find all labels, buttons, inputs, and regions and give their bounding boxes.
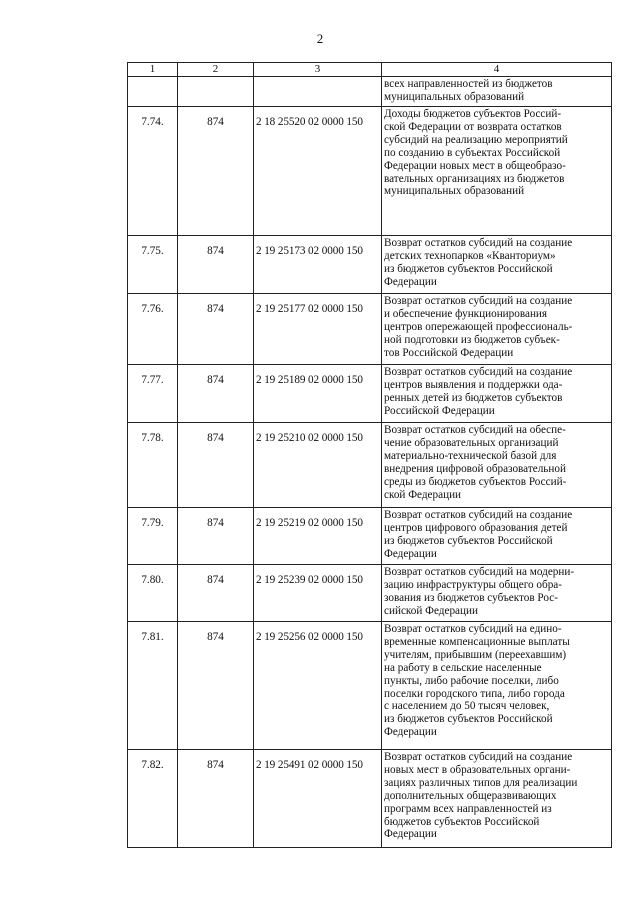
text-line: Возврат остатков субсидий на создание (384, 295, 573, 307)
text-line: сийской Федерации (384, 604, 478, 617)
page-number: 2 (316, 31, 324, 46)
table-row (128, 508, 612, 565)
text-line: с населением до 50 тысяч человек, (384, 700, 550, 713)
row-description (382, 622, 612, 750)
text-line: среды из бюджетов субъектов Россий- (384, 475, 567, 488)
row-description (382, 107, 612, 236)
text-line: программ всех направленностей из (384, 802, 552, 815)
text-line: Федерации (384, 275, 437, 288)
text-line: Возврат остатков субсидий на обеспе- (384, 424, 566, 436)
row-number: 7.75. (128, 236, 178, 294)
row-description (382, 508, 612, 565)
text-line: муниципальных образований (384, 90, 525, 103)
text-line: Доходы бюджетов субъектов Россий- (384, 108, 562, 120)
row-description (382, 294, 612, 365)
row-number: 7.74. (128, 107, 178, 236)
table-row (128, 294, 612, 365)
admin-code: 874 (178, 107, 254, 236)
text-line: центров опережающей профессиональ- (384, 320, 573, 333)
table-row (128, 750, 612, 848)
text-line: муниципальных образований (384, 185, 525, 198)
row-description (382, 365, 612, 423)
text-line: Федерации (384, 726, 437, 739)
row-number: 7.78. (128, 423, 178, 508)
text-line: поселки городского типа, либо города (384, 687, 565, 700)
continuation-text (382, 77, 612, 107)
row-number: 7.82. (128, 750, 178, 848)
text-line: и обеспечение функционирования (384, 307, 548, 320)
text-line: Возврат остатков субсидий на модерни- (384, 566, 575, 578)
budget-classification-code: 2 19 25210 02 0000 150 (254, 423, 382, 508)
text-line: чение образовательных организаций (384, 436, 559, 449)
row-description (382, 565, 612, 622)
admin-code: 874 (178, 508, 254, 565)
codes-table (127, 62, 612, 848)
table-row (128, 365, 612, 423)
row-description (382, 423, 612, 508)
budget-classification-code: 2 19 25189 02 0000 150 (254, 365, 382, 423)
row-number: 7.77. (128, 365, 178, 423)
budget-classification-code: 2 19 25177 02 0000 150 (254, 294, 382, 365)
text-line: зациях различных типов для реализации (384, 776, 578, 789)
empty-cell (254, 77, 382, 107)
text-line: всех направленностей из бюджетов (384, 78, 553, 90)
text-line: учителям, прибывшим (переехавшим) (384, 648, 567, 661)
budget-classification-code: 2 19 25256 02 0000 150 (254, 622, 382, 750)
budget-classification-code: 2 19 25173 02 0000 150 (254, 236, 382, 294)
text-line: Возврат остатков субсидий на создание (384, 237, 573, 249)
empty-cell (128, 77, 178, 107)
text-line: из бюджетов субъектов Российской (384, 713, 553, 726)
text-line: Федерации (384, 547, 437, 560)
header-cell: 2 (178, 63, 254, 77)
budget-classification-code: 2 19 25491 02 0000 150 (254, 750, 382, 848)
table-row (128, 107, 612, 236)
text-line: временные компенсационные выплаты (384, 635, 570, 648)
text-line: материально-технической базой для (384, 449, 557, 462)
row-description (382, 750, 612, 848)
admin-code: 874 (178, 236, 254, 294)
row-description (382, 236, 612, 294)
text-line: Возврат остатков субсидий на создание (384, 509, 573, 521)
text-line: ской Федерации от возврата остатков (384, 120, 562, 133)
row-number: 7.80. (128, 565, 178, 622)
admin-code: 874 (178, 750, 254, 848)
budget-classification-code: 2 18 25520 02 0000 150 (254, 107, 382, 236)
text-line: из бюджетов субъектов Российской (384, 534, 553, 547)
header-cell: 1 (128, 63, 178, 77)
text-line: Федерации (384, 828, 437, 841)
text-line: ренных детей из бюджетов субъектов (384, 391, 563, 404)
empty-cell (178, 77, 254, 107)
text-line: центров выявления и поддержки ода- (384, 378, 563, 391)
table-row (128, 236, 612, 294)
text-line: внедрения цифровой образовательной (384, 462, 566, 475)
row-number: 7.81. (128, 622, 178, 750)
text-line: пункты, либо рабочие поселки, либо (384, 674, 559, 687)
admin-code: 874 (178, 294, 254, 365)
text-line: бюджетов субъектов Российской (384, 815, 540, 828)
table-row (128, 565, 612, 622)
text-line: детских технопарков «Кванториум» (384, 249, 556, 262)
text-line: Российской Федерации (384, 404, 495, 417)
continuation-row (128, 77, 612, 107)
row-number: 7.76. (128, 294, 178, 365)
table-row (128, 622, 612, 750)
table-header-row (128, 63, 612, 77)
text-line: из бюджетов субъектов Российской (384, 262, 553, 275)
text-line: новых мест в образовательных органи- (384, 763, 571, 776)
text-line: дополнительных общеразвивающих (384, 789, 557, 802)
text-line: зацию инфраструктуры общего обра- (384, 578, 562, 591)
header-cell: 3 (254, 63, 382, 77)
text-line: зования из бюджетов субъектов Рос- (384, 591, 558, 604)
budget-classification-code: 2 19 25219 02 0000 150 (254, 508, 382, 565)
admin-code: 874 (178, 565, 254, 622)
text-line: тов Российской Федерации (384, 346, 514, 359)
text-line: на работу в сельские населенные (384, 661, 542, 674)
admin-code: 874 (178, 365, 254, 423)
text-line: вательных организациях из бюджетов (384, 172, 565, 185)
budget-classification-code: 2 19 25239 02 0000 150 (254, 565, 382, 622)
table-row (128, 423, 612, 508)
text-line: ской Федерации (384, 488, 462, 501)
admin-code: 874 (178, 622, 254, 750)
text-line: Возврат остатков субсидий на создание (384, 366, 573, 378)
text-line: ной подготовки из бюджетов субъек- (384, 333, 560, 346)
text-line: центров цифрового образования детей (384, 521, 568, 534)
admin-code: 874 (178, 423, 254, 508)
row-number: 7.79. (128, 508, 178, 565)
text-line: Возврат остатков субсидий на создание (384, 751, 573, 763)
header-cell: 4 (382, 63, 612, 77)
text-line: Возврат остатков субсидий на едино- (384, 623, 562, 635)
text-line: субсидий на реализацию мероприятий (384, 133, 568, 146)
text-line: по созданию в субъектах Российской (384, 146, 561, 159)
text-line: Федерации новых мест в общеобразо- (384, 159, 566, 172)
